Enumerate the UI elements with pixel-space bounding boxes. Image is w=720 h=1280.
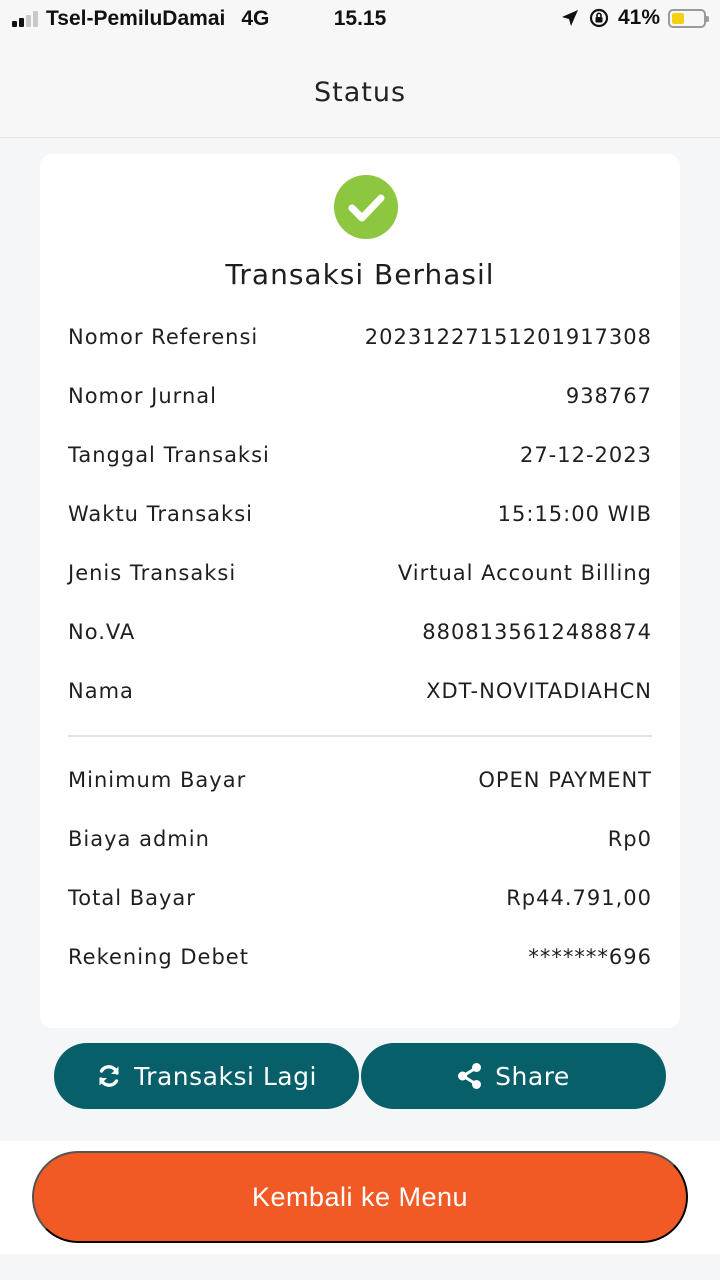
detail-value: XDT-NOVITADIAHCN xyxy=(426,679,652,703)
carrier-name: Tsel-PemiluDamai xyxy=(46,7,226,30)
detail-row-date xyxy=(68,438,652,472)
detail-value: 15:15:00 WIB xyxy=(497,502,652,526)
page-title: Status xyxy=(313,77,407,108)
detail-value: 8808135612488874 xyxy=(422,620,652,644)
payment-value: Rp0 xyxy=(607,827,652,851)
detail-value: 938767 xyxy=(565,384,652,408)
detail-label: No.VA xyxy=(68,620,136,644)
detail-row-time xyxy=(68,497,652,531)
detail-label: Nama xyxy=(68,679,134,703)
share-label: Share xyxy=(495,1061,570,1091)
payment-label: Rekening Debet xyxy=(68,945,249,969)
clock: 15.15 xyxy=(333,7,387,30)
detail-label: Tanggal Transaksi xyxy=(68,443,270,467)
detail-value: 20231227151201917308 xyxy=(364,325,652,349)
battery-percent: 41% xyxy=(617,6,660,29)
detail-row-journal xyxy=(68,379,652,413)
payment-value: *******696 xyxy=(528,945,652,969)
success-title: Transaksi Berhasil xyxy=(225,258,495,291)
checkmark-icon xyxy=(334,175,398,239)
detail-label: Nomor Jurnal xyxy=(68,384,217,408)
battery-icon xyxy=(668,9,706,28)
divider xyxy=(68,735,652,737)
payment-label: Biaya admin xyxy=(68,827,210,851)
home-indicator-area xyxy=(0,1254,720,1280)
orientation-lock-icon xyxy=(588,7,610,29)
payment-row-total xyxy=(68,881,652,915)
detail-label: Jenis Transaksi xyxy=(68,561,237,585)
network-type: 4G xyxy=(241,7,270,30)
status-bar-right xyxy=(560,6,706,30)
payment-value: OPEN PAYMENT xyxy=(478,768,652,792)
back-to-menu-button[interactable]: Kembali ke Menu xyxy=(32,1151,688,1243)
detail-row-name xyxy=(68,674,652,708)
check-circle-icon xyxy=(334,175,398,239)
detail-value: Virtual Account Billing xyxy=(397,561,652,585)
battery-level xyxy=(672,13,684,24)
detail-value: 27-12-2023 xyxy=(519,443,652,467)
transaction-again-label: Transaksi Lagi xyxy=(134,1061,317,1091)
detail-row-reference xyxy=(68,320,652,354)
receipt-card xyxy=(40,154,680,1028)
share-icon xyxy=(457,1062,483,1090)
detail-row-type xyxy=(68,556,652,590)
payment-label: Total Bayar xyxy=(68,886,196,910)
payment-label: Minimum Bayar xyxy=(68,768,247,792)
payment-row-debit-account xyxy=(68,940,652,974)
payment-value: Rp44.791,00 xyxy=(506,886,652,910)
detail-label: Waktu Transaksi xyxy=(68,502,253,526)
header xyxy=(0,38,720,138)
payment-row-admin-fee xyxy=(68,822,652,856)
refresh-icon xyxy=(96,1063,122,1089)
payment-row-minimum xyxy=(68,763,652,797)
location-arrow-icon xyxy=(560,8,580,28)
share-button[interactable] xyxy=(361,1043,666,1109)
status-bar xyxy=(0,0,720,38)
detail-row-va-number xyxy=(68,615,652,649)
detail-label: Nomor Referensi xyxy=(68,325,259,349)
transaction-again-button[interactable] xyxy=(54,1043,359,1109)
